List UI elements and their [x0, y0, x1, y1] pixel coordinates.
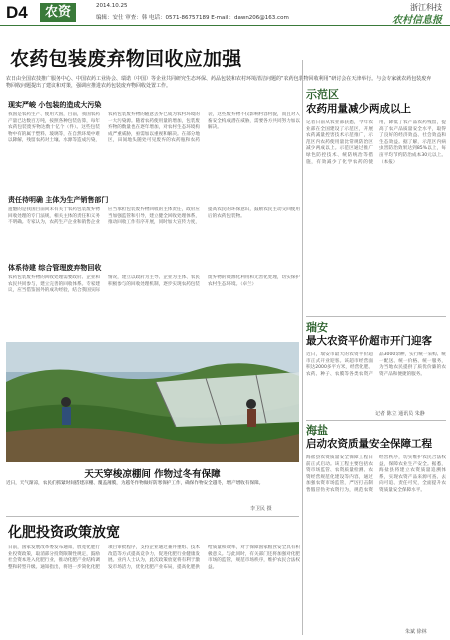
paper-name: 浙江科技 — [410, 3, 442, 12]
sidebar-story3-body: 海盐县农资质量安全保障工程日前正式启动。该工程主要包括农资市场监管、农资质量检测、农资经营规范化建设等内容，通过加强农资市场监管，严厉打击制售假冒伪劣农资行为，规范农资经营秩序，切实维护农民合法权益，保障农业生产安全。据悉，海盐县将建立农资质量追溯体系，实现农资产品来源可查、去向可追、责任可究，全面提升农资质量安全保障水平。 — [306, 455, 446, 493]
sidebar-story3-title: 启动农资质量安全保障工程 — [306, 438, 432, 450]
sidebar-story1-body: 记者日前从农业部获悉，今年农业部在全国建设了示范区，开展农药减量控害技术示范推广，示范区内农药使用量比常规防治区减少两成以上。示范区通过推广绿色防控技术、统防统治等措施，有效减少了化学农药的使用，降低了农产品农药残留，提高了农产品质量安全水平，取得了良好的经济效益、社会效益和生态效益。据了解，示范区内病虫害防治效果达到85%以上，每亩平均节约防治成本30元以上。（本报） — [306, 120, 446, 165]
paper-logo: 农村信息报 — [392, 15, 442, 26]
photo-credit: 李卫民 摄 — [250, 506, 272, 512]
issue-date: 2014.10.25 — [96, 3, 128, 9]
sidebar-story2-kicker: 瑞安 — [306, 321, 328, 334]
sidebar-story3-byline: 朱斌 徐林 — [405, 629, 427, 635]
section-3-title: 体系待建 综合管理废弃物回收 — [8, 264, 102, 272]
story2-title: 化肥投资政策放宽 — [8, 525, 120, 541]
photo-caption: 近日，天气渐凉，农民们抓紧时间搭建凉棚、覆盖薄膜，为越冬作物做好防寒保护工作，确保作物安全越冬，增产增收有保障。 — [6, 481, 264, 486]
section-divider — [6, 516, 299, 517]
section-2-title: 责任待明确 主体为生产销售部门 — [8, 196, 109, 204]
sidebar-story2-byline: 记者 陈立 通讯员 朱静 — [375, 411, 425, 417]
section-3-body: 农药包装废弃物的回收处理需要政府、企业和农民共同参与，建立完善的回收体系。专家建议，应当借鉴国外的成功经验，结合我国实际情况，建立以政府为主导、企业为主体、农民积极参与的回收处理机制，逐步实现农药包装废弃物的资源化利用和无害化处理，切实保护农村生态环境。（卓兰） — [8, 275, 300, 294]
masthead — [0, 0, 450, 26]
column-divider — [302, 60, 303, 635]
sidebar-story1-title: 农药用量减少两成以上 — [306, 103, 411, 115]
section-1-body: 我国是农药生产、使用大国，目前，我国农药产量已达数百万吨，按照各种包装估算，每年农药包装废弃物达数十亿个（件）。这些包装物中有的属于塑料、玻璃等，在自然环境中难以降解，残留农药对土壤、水源等造成污染，农药包装废弃物的随意丢弃已成为农村环境的一大污染源。随着农药使用量的增加，包装废弃物的数量也在逐年增加，对农村生态环境构成严重威胁，亟需加以重视和解决。在部分地区，田间地头随处可见废弃的农药瓶和农药袋，这些废弃物不仅影响村容村貌，而且对人畜安全构成潜在威胁，需要各方共同努力加以解决。 — [8, 112, 300, 144]
sidebar-divider-1 — [306, 316, 446, 317]
sidebar-story3-kicker: 海盐 — [306, 424, 328, 437]
lede: 农日由全国农技推广服务中心、中国农药工业协会、瑞诺（中国）等企业共同研究生态环保、药品包装和农村环境清洁问题的“农药包装物回收利用”研讨会在天津举行。与会专家就农药包装废弃物回收问题提出了建议和对策，强调应推进农药包装废弃物回收处置工作。 — [6, 76, 432, 89]
main-headline: 农药包装废弃物回收应加强 — [10, 48, 242, 70]
sidebar-story1-kicker: 示范区 — [306, 88, 339, 101]
story2-body: 日前，国家发展改革委发布通知，放宽化肥行业投资政策，取消部分投资限制性规定，鼓励社会资本进入化肥行业，推动化肥产业结构调整和转型升级。通知指出，将进一步简化化肥项目审批程序，支持企业通过兼并重组、技术改造等方式提高竞争力，促进化肥行业健康发展。业内人士认为，此次政策放宽将有利于激发市场活力，优化化肥产业布局，提高化肥供给质量和效率，对于保障国家粮食安全具有积极意义。与此同时，有关部门还将加强对化肥市场的监管，规范市场秩序，维护农民合法权益。 — [8, 545, 300, 570]
editor-line: 编辑：安仕 审查：韩 电话：0571-86757189 E-mail：dawn206@163.com — [96, 15, 289, 21]
photo-caption-title: 天天穿梭凉棚间 作物过冬有保障 — [84, 469, 221, 480]
sidebar-story2-title: 最大农资平价超市开门迎客 — [306, 335, 432, 347]
page-number: D4 — [6, 3, 28, 22]
section-1-title: 现实严峻 小包装的造成大污染 — [8, 101, 102, 109]
section-2-body: 遗憾的是我国目前尚未有关于农药包装废弃物回收处理的专门法规，相关主体的责任和义务不明确。专家认为，农药生产企业和销售企业应当承担包装废弃物回收的主体责任，政府应当加强监管和引导，建立健全回收处理体系，推动回收工作有序开展，同时加大宣传力度，提高农民的环保意识，鼓励农民主动交回使用后的农药包装物。 — [8, 207, 300, 226]
greenhouse-photo — [6, 342, 299, 462]
section-tag: 农资 — [40, 3, 76, 22]
sidebar-divider-2 — [306, 420, 446, 421]
sidebar-story2-body: 近日，瑞安市最大的农资平价超市正式开业迎客。该超市经营面积达2000多平方米，经营化肥、农药、种子、农膜等各类农资产品3000余种，实行统一采购、统一配送、统一价格、统一服务，为当地农民提供了质优价廉的农资产品和便捷的服务。 — [306, 352, 446, 377]
